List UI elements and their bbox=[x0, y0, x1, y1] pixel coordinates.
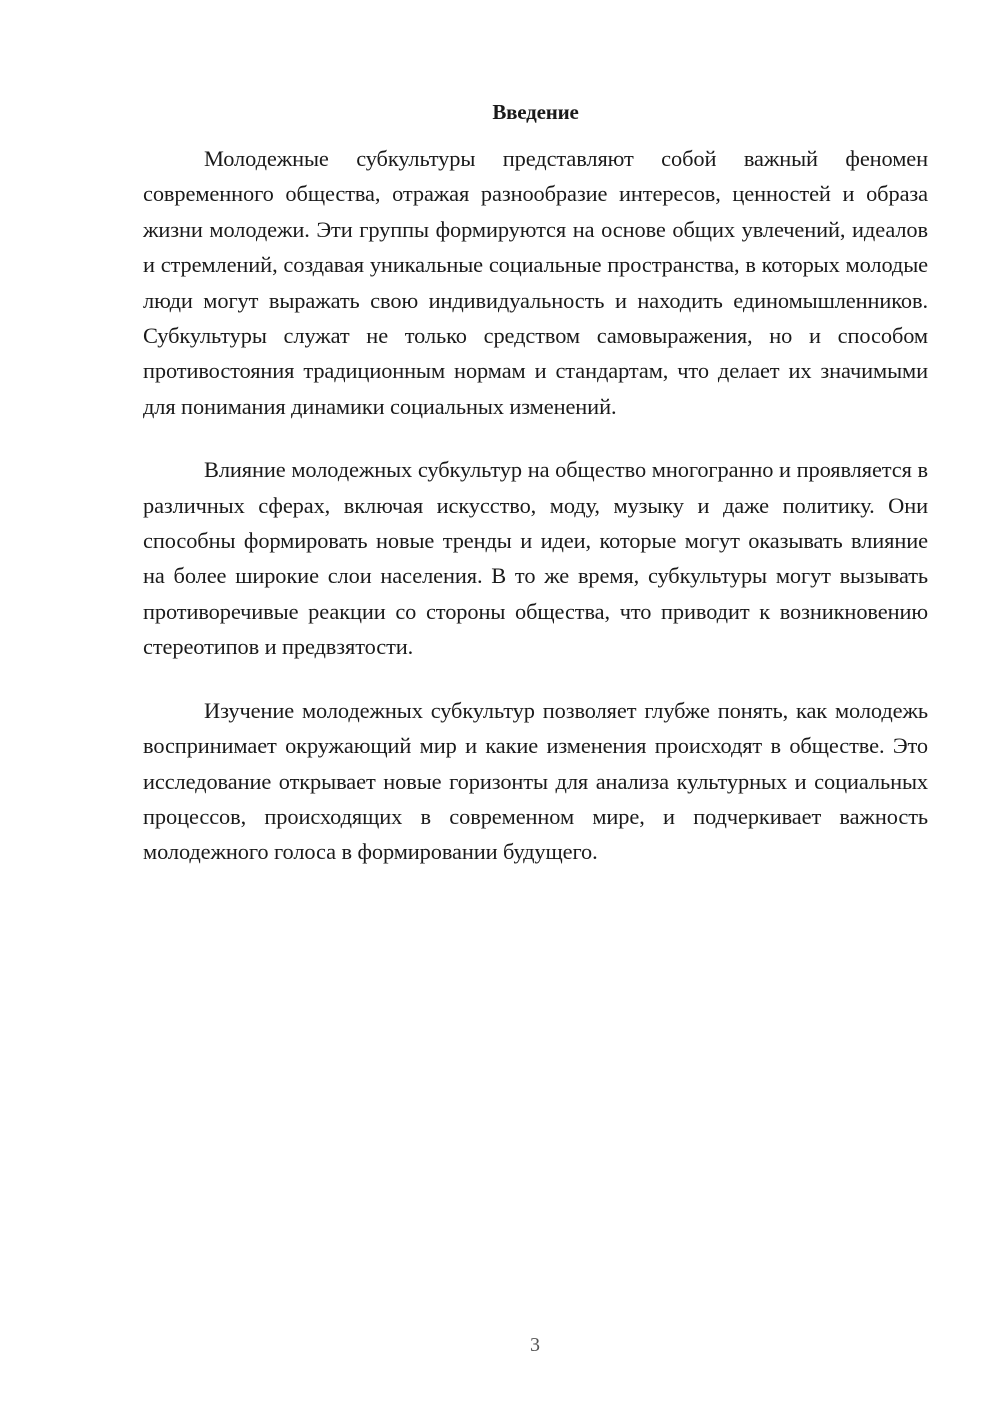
paragraph-2: Влияние молодежных субкультур на общество многогранно и проявляется в различных сферах, включая искусство, моду, музыку и даже политику. Они способны формировать новые тренды и идеи, которые могут оказывать влияние на более широкие слои населения. В то же время, субкультуры могут вызывать противоречивые реакции со стороны общества, что приводит к возникновению стереотипов и предвзятости. bbox=[143, 457, 928, 660]
page-content bbox=[143, 97, 928, 898]
page-title: Введение bbox=[492, 100, 579, 124]
page-number: 3 bbox=[530, 1334, 540, 1356]
paragraph-3: Изучение молодежных субкультур позволяет глубже понять, как молодежь воспринимает окружающий мир и какие изменения происходят в обществе. Это исследование открывает новые горизонты для анализа культурных и социальных процессов, происходящих в современном мире, и подчеркивает важность молодежного голоса в формировании будущего. bbox=[143, 697, 928, 865]
paragraph-1: Молодежные субкультуры представляют собой важный феномен современного общества, отражая разнообразие интересов, ценностей и образа жизни молодежи. Эти группы формируются на основе общих увлечений, идеалов и стремлений, создавая уникальные социальные пространства, в которых молодые люди могут выражать свою индивидуальность и находить единомышленников. Субкультуры служат не только средством самовыражения, но и способом противостояния традиционным нормам и стандартам, что делает их значимыми для понимания динамики социальных изменений. bbox=[143, 146, 928, 419]
